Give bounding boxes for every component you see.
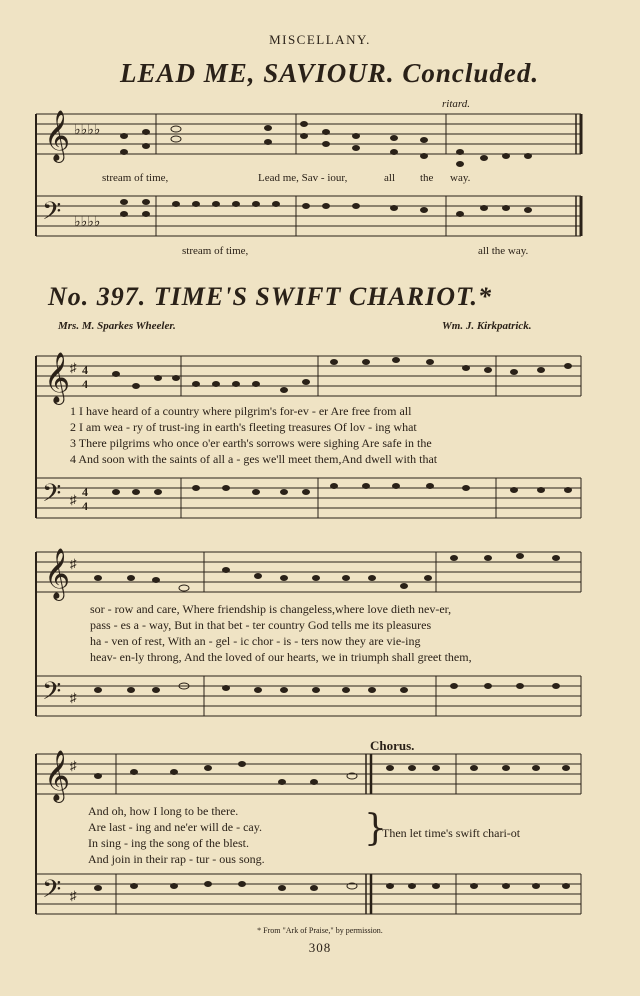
system2-treble-staff <box>36 549 586 598</box>
system1-treble-staff <box>36 353 586 402</box>
svg-text:𝄢: 𝄢 <box>42 876 62 909</box>
verse4-line1: 4 And soon with the saints of all a - ges we'll meet them,And dwell with that <box>70 452 438 466</box>
svg-text:4: 4 <box>82 363 88 377</box>
hymn1-treble-lyric-3: all <box>384 172 395 184</box>
verse1-line3: And oh, how I long to be there. <box>88 804 239 818</box>
system3-treble-staff <box>36 751 586 800</box>
svg-text:𝄞: 𝄞 <box>44 353 71 402</box>
system1-bass-staff <box>36 478 586 522</box>
hymn1-treble-lyric-5: way. <box>450 172 471 184</box>
hymn1-treble-lyric-2: Lead me, Sav - iour, <box>258 172 348 184</box>
hymn1-bass-lyric-1: stream of time, <box>182 245 249 257</box>
verse1-line1: 1 I have heard of a country where pilgrim's for-ev - er Are free from all <box>70 404 412 418</box>
verse3-line3: In sing - ing the song of the blest. <box>88 836 249 850</box>
svg-text:𝄢: 𝄢 <box>42 198 62 231</box>
verse2-line2: pass - es a - way, But in that bet - ter country God tells me its pleasures <box>90 618 432 632</box>
svg-text:♯: ♯ <box>70 360 77 375</box>
svg-text:♯: ♯ <box>70 492 77 507</box>
verse2-line3: Are last - ing and ne'er will de - cay. <box>88 820 262 834</box>
hymn2-title: No. 397. TIME'S SWIFT CHARIOT.* <box>48 282 492 311</box>
svg-text:4: 4 <box>82 485 88 499</box>
svg-text:♯: ♯ <box>70 888 77 903</box>
page-number: 308 <box>308 940 332 955</box>
tempo-mark: ritard. <box>442 98 471 110</box>
verse2-line1: 2 I am wea - ry of trust-ing in earth's fleeting treasures Of lov - ing what <box>70 420 417 434</box>
svg-text:♭♭♭♭: ♭♭♭♭ <box>74 215 101 230</box>
svg-text:𝄞: 𝄞 <box>44 751 71 800</box>
hymn1-treble-staff <box>36 111 586 160</box>
verse3-line2: ha - ven of rest, With an - gel - ic chor - is - ters now they are vie-ing <box>90 634 421 648</box>
svg-text:𝄞: 𝄞 <box>44 111 71 160</box>
svg-text:𝄞: 𝄞 <box>44 549 71 598</box>
hymn1-title: LEAD ME, SAVIOUR. Concluded. <box>120 58 540 88</box>
verse3-line1: 3 There pilgrims who once o'er earth's sorrows were sighing Are safe in the <box>70 436 432 450</box>
system3-bass-staff <box>36 874 586 918</box>
system2-bass-staff <box>36 676 586 720</box>
music-credit: Wm. J. Kirkpatrick. <box>442 320 532 332</box>
svg-text:4: 4 <box>82 499 88 513</box>
svg-text:𝄢: 𝄢 <box>42 480 62 513</box>
svg-text:♯: ♯ <box>70 556 77 571</box>
verse1-line2: sor - row and care, Where friendship is changeless,where love dieth nev-er, <box>90 602 452 616</box>
verse-brace: } <box>364 808 387 849</box>
verse4-line3: And join in their rap - tur - ous song. <box>88 852 265 866</box>
footnote: * From "Ark of Praise," by permission. <box>257 926 383 935</box>
svg-text:♯: ♯ <box>70 758 77 773</box>
svg-text:4: 4 <box>82 377 88 391</box>
svg-text:𝄢: 𝄢 <box>42 678 62 711</box>
hymn1-bass-lyric-2: all the way. <box>478 245 529 257</box>
chorus-label: Chorus. <box>370 738 415 753</box>
svg-text:♭♭♭♭: ♭♭♭♭ <box>74 123 101 138</box>
hymn1-treble-lyric-4: the <box>420 172 434 184</box>
hymn1-bass-staff <box>36 196 586 240</box>
words-credit: Mrs. M. Sparkes Wheeler. <box>58 320 176 332</box>
verse4-line2: heav- en-ly throng, And the loved of our hearts, we in triumph shall greet them, <box>90 650 472 664</box>
running-head: MISCELLANY. <box>269 32 371 47</box>
svg-text:♯: ♯ <box>70 690 77 705</box>
hymn1-treble-lyric-1: stream of time, <box>102 172 169 184</box>
chorus-text: Then let time's swift chari-ot <box>382 826 521 840</box>
